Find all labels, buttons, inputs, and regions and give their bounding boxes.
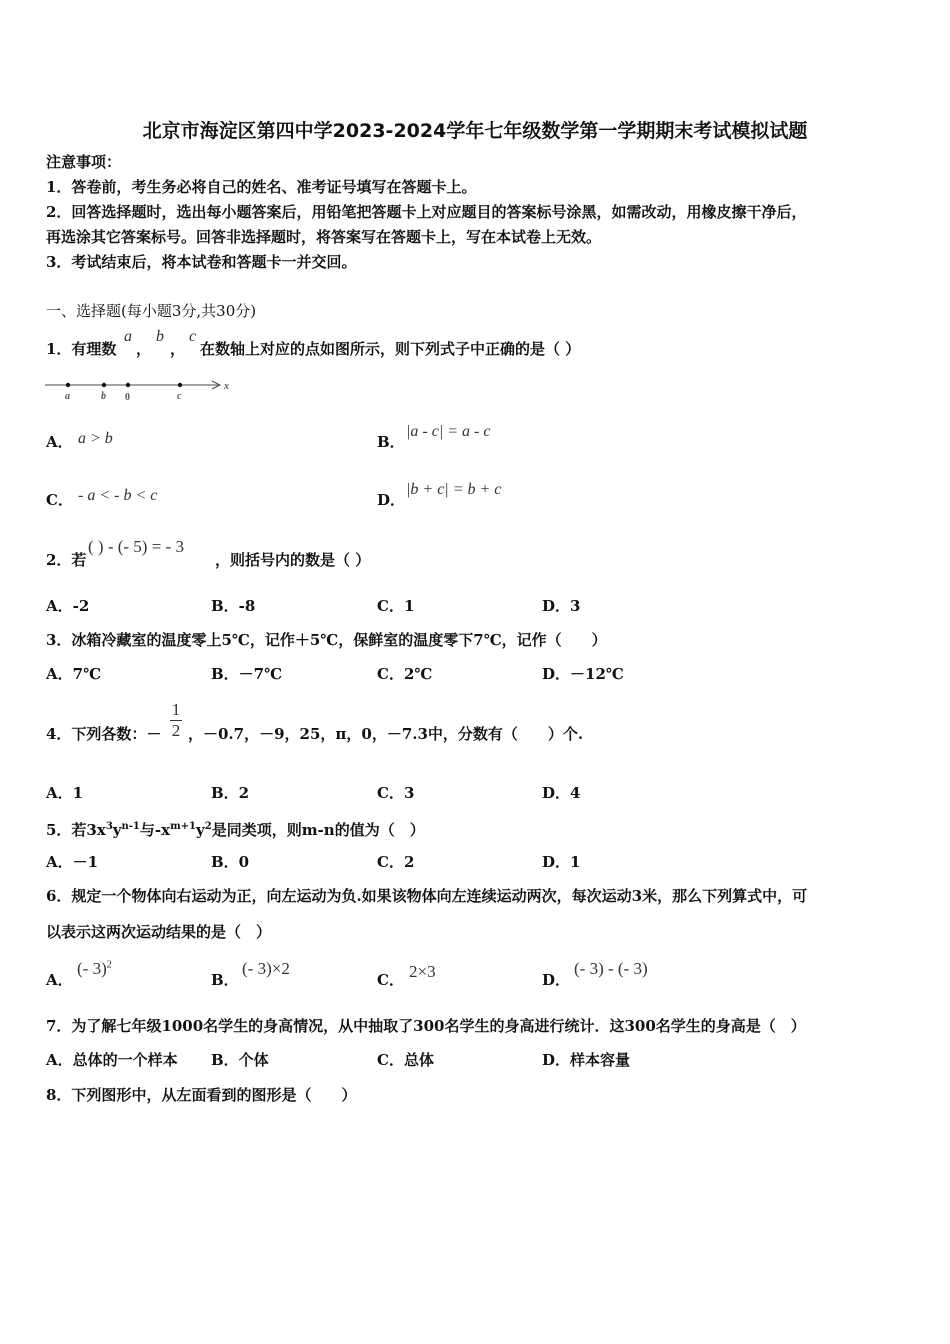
q4-suffix: ，－0.7，－9，25，π，0，－7.3中，分数有（ ）个.: [188, 725, 584, 743]
q6-line2: 以表示这两次运动结果的是（ ）: [46, 923, 272, 941]
q7-option-d: D．样本容量: [542, 1051, 631, 1069]
q4-option-b: B．2: [211, 784, 250, 802]
q1-option-c-expr: - a < - b < c: [78, 487, 158, 504]
q7-text: 7．为了解七年级1000名学生的身高情况，从中抽取了300名学生的身高进行统计．这300名学生的身高是（ ）: [46, 1017, 806, 1035]
label-a: a: [65, 391, 70, 402]
label-x: x: [224, 381, 229, 392]
q5-text: 5．若$3x^3y^{n-1}$与$-x^{m+1}y^2$是同类项，则m-n的值为（ ）: [46, 821, 425, 839]
q2-option-b: B．-8: [211, 597, 256, 615]
q1-prefix: 1．有理数: [46, 340, 117, 358]
q6-option-b-label: B．: [211, 971, 239, 989]
q1-var-a: a: [124, 328, 132, 345]
q1-option-b-label: B．: [377, 433, 405, 451]
q2-option-c: C．1: [377, 597, 415, 615]
point-a: [66, 383, 70, 387]
q5-option-a: A．－1: [46, 853, 99, 871]
q6-option-d-label: D．: [542, 971, 571, 989]
q3-option-a: A．7℃: [46, 665, 102, 683]
q6-line1: 6．规定一个物体向右运动为正，向左运动为负.如果该物体向左连续运动两次，每次运动3米，那么下列算式中，可: [46, 887, 808, 905]
q6-option-b-expr: (- 3)×2: [242, 959, 290, 978]
q3-text: 3．冰箱冷藏室的温度零上5℃，记作＋5℃，保鲜室的温度零下7℃，记作（ ）: [46, 631, 607, 649]
q3-option-b: B．－7℃: [211, 665, 283, 683]
q7-option-b: B．个体: [211, 1051, 269, 1069]
q3-option-d: D．－12℃: [542, 665, 624, 683]
label-zero: 0: [125, 392, 130, 403]
q6-option-c-expr: 2×3: [409, 962, 436, 981]
q6-option-a-expr: (- 3)$^2$: [77, 959, 112, 978]
q1-var-b: b: [156, 328, 164, 345]
section-heading: 一、选择题(每小题3分,共30分): [46, 302, 257, 320]
fraction-denominator: 2: [171, 721, 181, 740]
q7-option-c: C．总体: [377, 1051, 434, 1069]
q2-option-d: D．3: [542, 597, 581, 615]
notice-item: 再选涂其它答案标号。回答非选择题时，将答案写在答题卡上，写在本试卷上无效。: [46, 228, 602, 246]
q2-prefix: 2．若: [46, 551, 87, 569]
q6-option-c-label: C．: [377, 971, 404, 989]
q4-fraction: [170, 700, 182, 741]
point-zero: [126, 383, 130, 387]
notice-heading: 注意事项：: [46, 153, 122, 171]
q1-option-a-expr: a > b: [78, 430, 113, 447]
notice-item: 1．答卷前，考生务必将自己的姓名、准考证号填写在答题卡上。: [46, 178, 477, 196]
q4-option-d: D．4: [542, 784, 581, 802]
q5-option-c: C．2: [377, 853, 415, 871]
q2-expr: ( ) - (- 5) = - 3: [88, 537, 184, 556]
q4-option-a: A．1: [46, 784, 84, 802]
q8-text: 8．下列图形中，从左面看到的图形是（ ）: [46, 1086, 357, 1104]
q1-option-b-expr: |a - c| = a - c: [406, 423, 491, 440]
q5-option-d: D．1: [542, 853, 581, 871]
q1-option-c-label: C．: [46, 491, 73, 509]
q1-suffix: 在数轴上对应的点如图所示，则下列式子中正确的是（ ）: [200, 340, 581, 358]
q2-suffix: ，则括号内的数是（ ）: [215, 551, 371, 569]
q5-option-b: B．0: [211, 853, 250, 871]
fraction-numerator: 1: [171, 700, 181, 719]
point-c: [178, 383, 182, 387]
q1-sep: ，: [170, 340, 186, 358]
label-b: b: [101, 391, 106, 402]
q7-option-a: A．总体的一个样本: [46, 1051, 178, 1069]
notice-item: 2．回答选择题时，选出每小题答案后，用铅笔把答题卡上对应题目的答案标号涂黑，如需改动，用橡皮擦干净后，: [46, 203, 807, 221]
q2-option-a: A．-2: [46, 597, 90, 615]
label-c: c: [177, 391, 182, 402]
q3-option-c: C．2℃: [377, 665, 433, 683]
q4-prefix: 4．下列各数：－: [46, 725, 162, 743]
q1-option-d-expr: |b + c| = b + c: [406, 481, 502, 498]
q1-var-c: c: [189, 328, 197, 345]
q4-option-c: C．3: [377, 784, 415, 802]
notice-item: 3．考试结束后，将本试卷和答题卡一并交回。: [46, 253, 357, 271]
point-b: [102, 383, 106, 387]
number-line-figure: [40, 374, 240, 404]
q6-option-a-label: A．: [46, 971, 73, 989]
q1-sep: ，: [136, 340, 152, 358]
q6-option-d-expr: (- 3) - (- 3): [574, 959, 648, 978]
page-title: 北京市海淀区第四中学2023-2024学年七年级数学第一学期期末考试模拟试题: [142, 120, 808, 142]
q1-option-d-label: D．: [377, 491, 406, 509]
q1-option-a-label: A．: [46, 433, 73, 451]
